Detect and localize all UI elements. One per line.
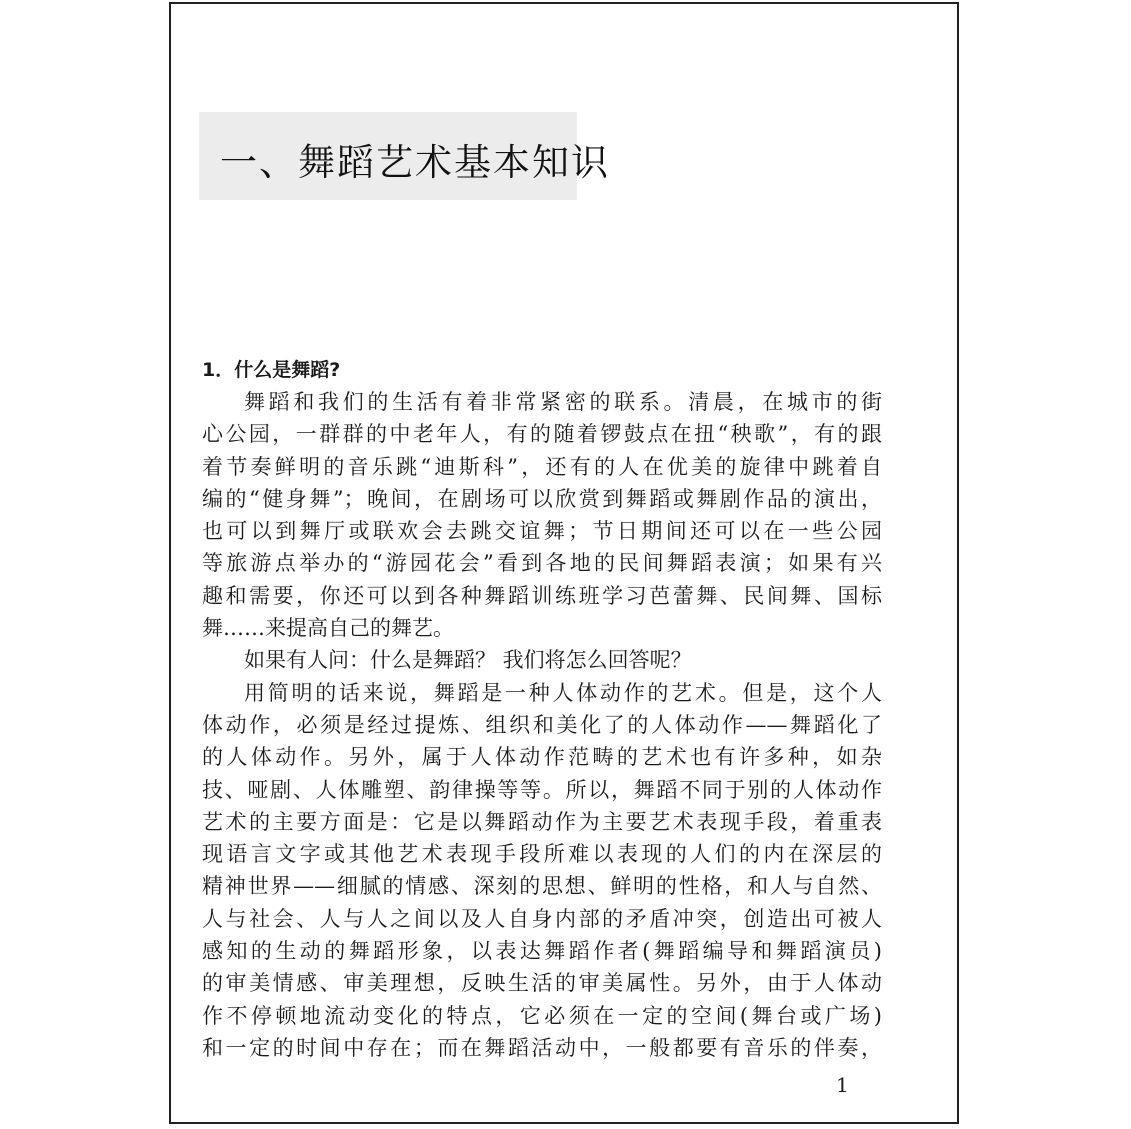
body-text — [202, 386, 882, 1064]
text-line: 现语言文字或其他艺术表现手段所难以表现的人们的内在深层的 — [202, 842, 882, 867]
text-line: 等旅游点举办的“游园花会”看到各地的民间舞蹈表演；如果有兴 — [202, 551, 882, 576]
text-line: 心公园，一群群的中老年人，有的随着锣鼓点在扭“秧歌”，有的跟 — [202, 422, 882, 447]
chapter-title: 一、舞蹈艺术基本知识 — [220, 141, 610, 184]
text-line: 编的“健身舞”；晚间，在剧场可以欣赏到舞蹈或舞剧作品的演出， — [202, 486, 882, 511]
text-line: 用简明的话来说，舞蹈是一种人体动作的艺术。但是，这个人 — [244, 680, 882, 705]
text-line: 的审美情感、审美理想，反映生活的审美属性。另外，由于人体动 — [202, 971, 882, 996]
text-line: 感知的生动的舞蹈形象，以表达舞蹈作者(舞蹈编导和舞蹈演员) — [202, 939, 882, 964]
text-line: 人与社会、人与人之间以及人自身内部的矛盾冲突，创造出可被人 — [202, 906, 882, 931]
text-line: 舞蹈和我们的生活有着非常紧密的联系。清晨，在城市的街 — [244, 390, 882, 414]
text-line: 趣和需要，你还可以到各种舞蹈训练班学习芭蕾舞、民间舞、国标 — [202, 583, 882, 608]
section-heading: 1．什么是舞蹈? — [202, 359, 341, 381]
text-line: 也可以到舞厅或联欢会去跳交谊舞；节日期间还可以在一些公园 — [202, 519, 882, 544]
page-number: 1 — [836, 1073, 849, 1097]
text-line: 着节奏鲜明的音乐跳“迪斯科”，还有的人在优美的旋律中跳着自 — [202, 454, 882, 479]
text-line: 舞……来提高自己的舞艺。 — [202, 616, 454, 641]
text-line: 作不停顿地流动变化的特点，它必须在一定的空间(舞台或广场) — [202, 1003, 882, 1028]
text-line: 和一定的时间中存在；而在舞蹈活动中，一般都要有音乐的伴奏， — [202, 1035, 882, 1060]
text-line: 艺术的主要方面是：它是以舞蹈动作为主要艺术表现手段，着重表 — [202, 809, 882, 834]
text-line: 体动作，必须是经过提炼、组织和美化了的人体动作——舞蹈化了 — [202, 712, 882, 737]
text-line: 的人体动作。另外，属于人体动作范畴的艺术也有许多种，如杂 — [202, 745, 882, 770]
text-line: 精神世界——细腻的情感、深刻的思想、鲜明的性格，和人与自然、 — [202, 874, 882, 899]
text-line: 技、哑剧、人体雕塑、韵律操等等。所以，舞蹈不同于别的人体动作 — [202, 777, 882, 802]
text-line: 如果有人问：什么是舞蹈？ 我们将怎么回答呢？ — [244, 648, 692, 673]
